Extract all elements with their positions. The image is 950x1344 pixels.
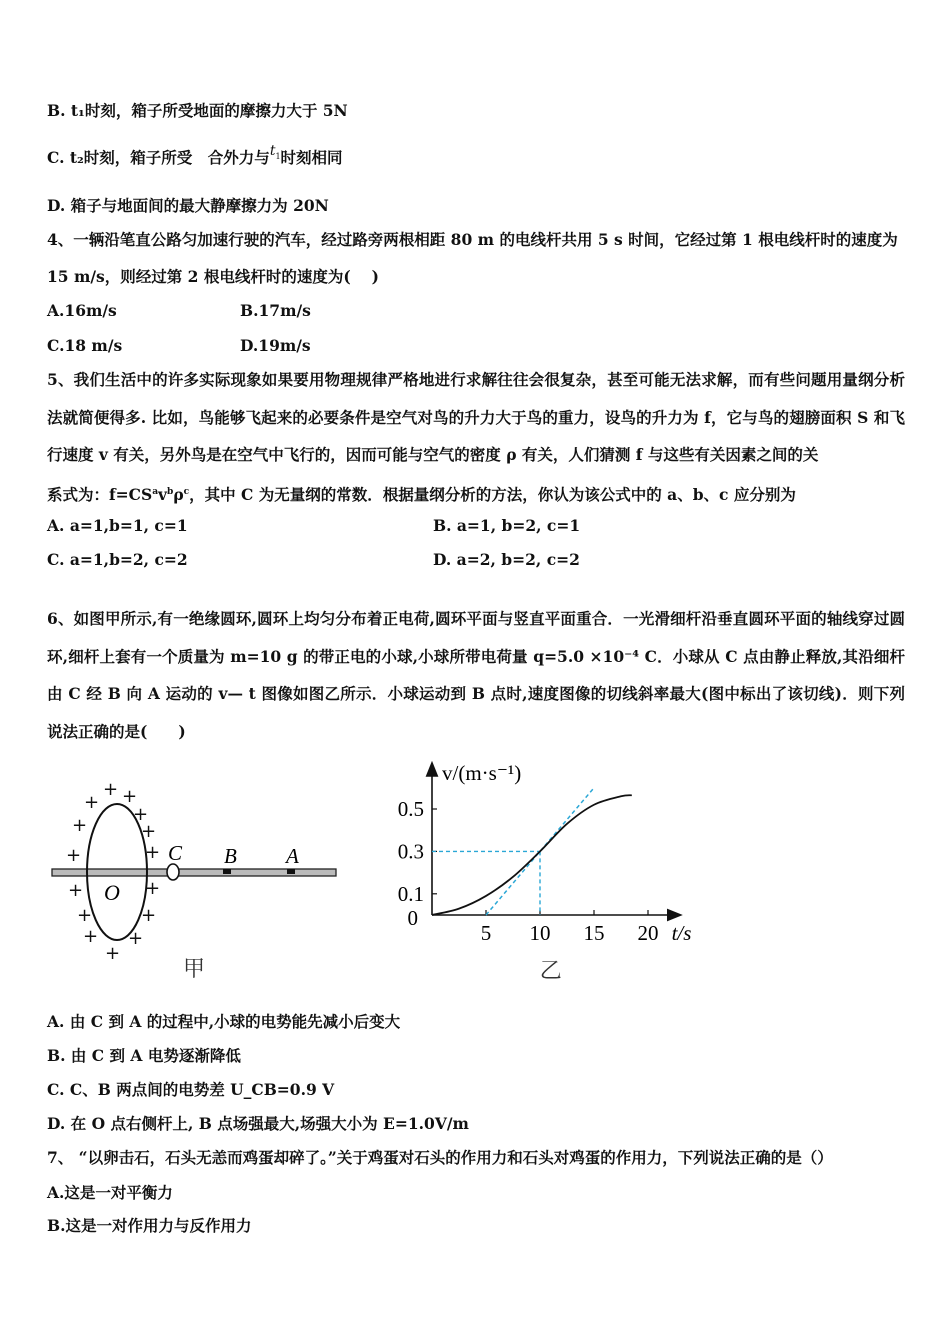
q5-option-b: B. a=1, b=2, c=1 [433, 516, 581, 535]
q4-option-a: A.16m/s [47, 301, 117, 320]
y-tick-label: 0.3 [397, 839, 424, 864]
q6-option-a: A. 由 C 到 A 的过程中,小球的电势能先减小后变大 [47, 1012, 401, 1031]
point-a-marker [287, 869, 295, 874]
plus-sign: + [103, 779, 119, 800]
caption-yi: 乙 [539, 959, 562, 984]
x-tick-label: 10 [529, 921, 551, 945]
q4-option-b: B.17m/s [240, 301, 311, 320]
q5-sup-b: b [167, 487, 174, 497]
q4-stem-line-1: 4、一辆沿笔直公路匀加速行驶的汽车，经过路旁两根相距 80 m 的电线杆共用 5 s 时间，它经过第 1 根电线杆时的速度为 [47, 230, 898, 249]
q5-formula-suffix: ，其中 C 为无量纲的常数．根据量纲分析的方法，你认为该公式中的 a、b、c 应分别为 [189, 485, 796, 505]
origin-label: 0 [407, 906, 418, 930]
q5-formula-prefix: 系式为：f=CS [47, 485, 153, 505]
q6-stem: 6、如图甲所示,有一绝缘圆环,圆环上均匀分布着正电荷,圆环平面与竖直平面重合．一光滑细杆沿垂直圆环平面的轴线穿过圆环,细杆上套有一个质量为 m=10 g 的带正电的小球,小球所带电荷量 q=5.0 ×10⁻⁴ C．小球从 C 点由静止释放,其沿细杆由 C 经 B 向 A 运动的 v— t 图像如图乙所示．小球运动到 B 点时,速度图像的切线斜率最大(图中标出了该切线)．则下列说法正确的是( ) [47, 609, 905, 741]
q5-formula-line [47, 482, 796, 505]
plus-sign: + [83, 926, 99, 947]
ball-c [167, 864, 179, 880]
figure-jia [40, 770, 350, 985]
q3-option-b: B. t₁时刻，箱子所受地面的摩擦力大于 5N [47, 101, 348, 120]
caption-jia: 甲 [183, 957, 206, 982]
plus-sign: + [141, 905, 157, 926]
x-tick-label: 15 [583, 921, 605, 945]
label-c: C [168, 841, 183, 865]
chart-guides [432, 851, 540, 915]
q6-option-b: B. 由 C 到 A 电势逐渐降低 [47, 1046, 241, 1065]
q5-option-c: C. a=1,b=2, c=2 [47, 550, 188, 569]
y-axis-label: v/(m·s⁻¹) [442, 761, 522, 785]
plus-sign: + [145, 878, 161, 899]
point-b-marker [223, 869, 231, 874]
q3-option-d: D. 箱子与地面间的最大静摩擦力为 20N [47, 196, 329, 215]
q5-v: v [158, 485, 168, 505]
label-o: O [104, 880, 120, 905]
q5-option-a: A. a=1,b=1, c=1 [47, 516, 188, 535]
q7-option-b: B.这是一对作用力与反作用力 [47, 1216, 252, 1235]
plus-sign: + [77, 905, 93, 926]
q5-sup-a: a [152, 487, 159, 497]
q3-option-c-sub: 1 [275, 152, 281, 161]
plus-sign: + [145, 842, 161, 863]
q3-option-c-prefix: C. t₂时刻，箱子所受 合外力与 [47, 148, 270, 167]
q6-option-d: D. 在 O 点右侧杆上, B 点场强最大,场强大小为 E=1.0V/m [47, 1114, 469, 1133]
figure-yi-vt-chart [380, 750, 710, 985]
plus-sign: + [66, 845, 82, 866]
q3-option-c-suffix: 时刻相同 [280, 148, 343, 167]
q7-stem: 7、 “以卵击石，石头无恙而鸡蛋却碎了。”关于鸡蛋对石头的作用力和石头对鸡蛋的作用力，下列说法正确的是（） [47, 1148, 833, 1167]
x-axis-label: t/s [671, 921, 692, 945]
q5-stem: 5、我们生活中的许多实际现象如果要用物理规律严格地进行求解往往会很复杂，甚至可能无法求解，而有些问题用量纲分析法就简便得多. 比如，鸟能够飞起来的必要条件是空气对鸟的升力大于鸟的重力，设鸟的升力为 f，它与鸟的翅膀面积 S 和飞行速度 v 有关，另外鸟是在空气中飞行的，因而可能与空气的密度 ρ 有关，人们猜测 f 与这些有关因素之间的关 [47, 370, 905, 464]
q4-stem-line-2: 15 m/s，则经过第 2 根电线杆时的速度为( ) [47, 267, 379, 286]
q7-option-a: A.这是一对平衡力 [47, 1183, 173, 1202]
plus-sign: + [128, 928, 144, 949]
label-b: B [224, 844, 237, 868]
chart-labels [398, 761, 692, 984]
q5-sup-c: c [183, 487, 190, 497]
q5-option-d: D. a=2, b=2, c=2 [433, 550, 580, 569]
plus-sign: + [133, 804, 149, 825]
plus-sign: + [141, 821, 157, 842]
y-tick-label: 0.5 [397, 797, 424, 821]
q4-option-d: D.19m/s [240, 336, 311, 355]
series-line [432, 795, 632, 915]
label-a: A [286, 844, 299, 868]
chart-axes [432, 764, 680, 915]
x-tick-label: 20 [637, 921, 659, 945]
y-tick-label: 0.1 [397, 881, 424, 906]
plus-sign: + [68, 880, 84, 901]
q6-option-c: C. C、B 两点间的电势差 U_CB=0.9 V [47, 1080, 335, 1099]
x-tick-label: 5 [480, 921, 492, 945]
q4-option-c: C.18 m/s [47, 336, 123, 355]
q3-option-c [47, 143, 343, 171]
plus-sign: + [122, 786, 138, 807]
q5-rho: ρ [173, 485, 184, 505]
q3-option-c-t: t [269, 143, 276, 159]
plus-sign: + [105, 943, 121, 964]
plus-sign: + [84, 792, 100, 813]
chart-series [432, 795, 632, 915]
plus-sign: + [72, 815, 88, 836]
